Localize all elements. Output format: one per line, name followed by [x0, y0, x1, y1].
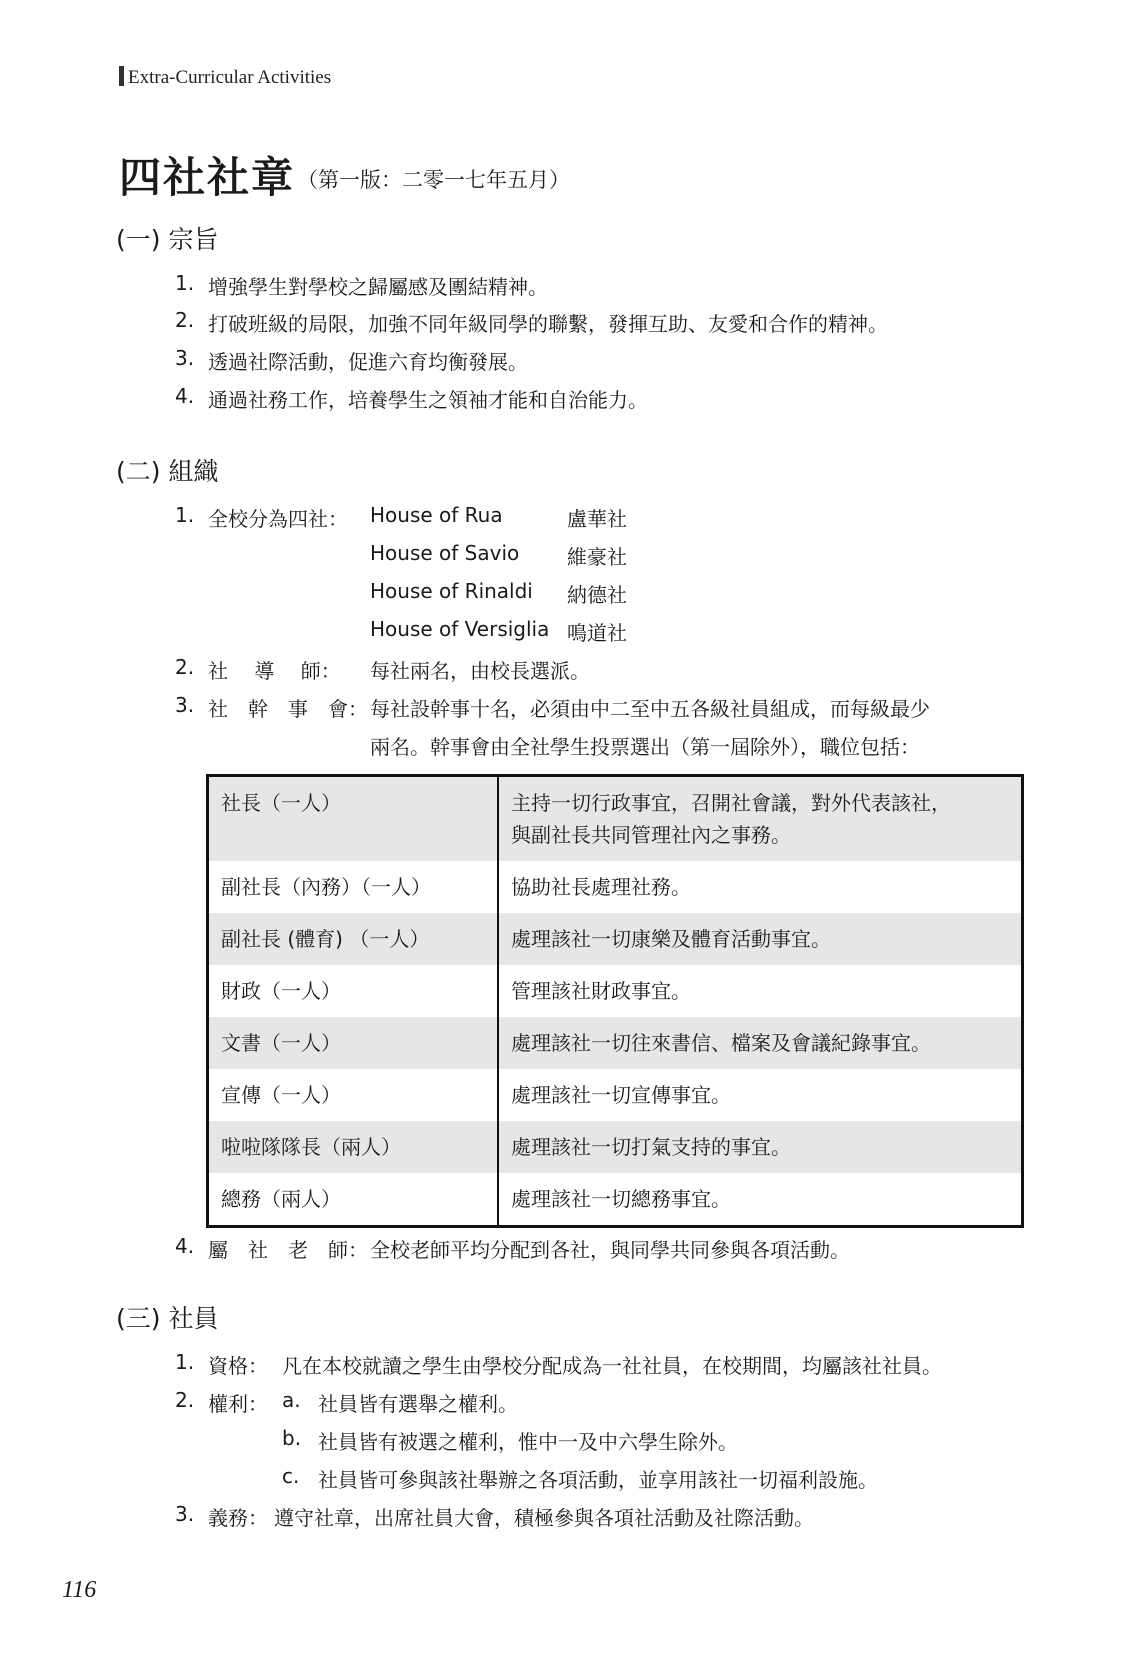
- rights-text: 社員皆可參與該社舉辦之各項活動，並享用該社一切福利設施。: [318, 1468, 878, 1492]
- running-head: [119, 66, 331, 89]
- rights-text: 社員皆有被選之權利，惟中一及中六學生除外。: [318, 1430, 738, 1454]
- section1-item-number: 3.: [175, 346, 195, 370]
- rights-letter: b.: [282, 1426, 302, 1450]
- section3-item2-number: 2.: [175, 1388, 195, 1412]
- section3-item1-label: 資格：: [208, 1354, 268, 1378]
- section2-item1-number: 1.: [175, 503, 195, 527]
- section2-item2-number: 2.: [175, 655, 195, 679]
- rights-letter: a.: [282, 1388, 301, 1412]
- position-role: 宣傳（一人）: [208, 1069, 499, 1121]
- section3-item3-label: 義務：: [208, 1506, 268, 1530]
- table-row: [208, 861, 1023, 913]
- house-name-zh: 盧華社: [567, 507, 627, 531]
- house-name-en: House of Savio: [370, 541, 520, 565]
- rights-text: 社員皆有選舉之權利。: [318, 1392, 518, 1416]
- position-role: 總務（兩人）: [208, 1173, 499, 1227]
- house-name-en: House of Rua: [370, 503, 503, 527]
- section1-item-text: 打破班級的局限，加強不同年級同學的聯繫，發揮互助、友愛和合作的精神。: [208, 312, 888, 336]
- position-duty-line: 與副社長共同管理社內之事務。: [511, 823, 791, 847]
- section2-item4-number: 4.: [175, 1234, 195, 1258]
- section3-item2-label: 權利：: [208, 1392, 268, 1416]
- position-duty-line: 主持一切行政事宜，召開社會議，對外代表該社，: [511, 791, 951, 815]
- position-duty: 處理該社一切康樂及體育活動事宜。: [498, 913, 1023, 965]
- section2-item3-label: 社 幹 事 會：: [208, 697, 368, 721]
- section1-heading: (一) 宗旨: [116, 225, 219, 254]
- section1-item-text: 通過社務工作，培養學生之領袖才能和自治能力。: [208, 388, 648, 412]
- section3-item3-text: 遵守社章，出席社員大會，積極參與各項社活動及社際活動。: [274, 1506, 814, 1530]
- house-name-zh: 鳴道社: [567, 621, 627, 645]
- table-row: [208, 1017, 1023, 1069]
- section1-item-number: 2.: [175, 308, 195, 332]
- section2-item4-label: 屬 社 老 師：: [208, 1238, 368, 1262]
- section2-item2-label: 社 導 師：: [208, 659, 341, 683]
- section1-item-number: 4.: [175, 384, 195, 408]
- section1-item-text: 透過社際活動，促進六育均衡發展。: [208, 350, 528, 374]
- section3-item1-text: 凡在本校就讀之學生由學校分配成為一社社員，在校期間，均屬該社社員。: [282, 1354, 942, 1378]
- position-duty: 處理該社一切宣傳事宜。: [498, 1069, 1023, 1121]
- position-role: 副社長（內務）（一人）: [208, 861, 499, 913]
- house-name-en: House of Versiglia: [370, 617, 550, 641]
- section1-item-text: 增強學生對學校之歸屬感及團結精神。: [208, 275, 548, 299]
- running-head-text: Extra-Curricular Activities: [128, 67, 332, 88]
- position-role: 副社長 (體育) （一人）: [208, 913, 499, 965]
- rights-letter: c.: [282, 1464, 300, 1488]
- position-role: 啦啦隊隊長（兩人）: [208, 1121, 499, 1173]
- table-row: [208, 965, 1023, 1017]
- table-row: [208, 1173, 1023, 1227]
- position-role: 社長（一人）: [208, 776, 499, 862]
- position-duty: [498, 776, 1023, 862]
- section2-item1-label: 全校分為四社：: [208, 507, 348, 531]
- table-row: [208, 776, 1023, 862]
- position-duty: 處理該社一切往來書信、檔案及會議紀錄事宜。: [498, 1017, 1023, 1069]
- position-role: 文書（一人）: [208, 1017, 499, 1069]
- section2-item3-number: 3.: [175, 693, 195, 717]
- section2-item2-text: 每社兩名，由校長選派。: [370, 659, 590, 683]
- section3-item3-number: 3.: [175, 1502, 195, 1526]
- table-row: [208, 1069, 1023, 1121]
- running-head-bar: [119, 66, 124, 86]
- table-row: [208, 1121, 1023, 1173]
- page-number: 116: [62, 1577, 97, 1603]
- positions-table: [206, 774, 1024, 1228]
- position-duty: 管理該社財政事宜。: [498, 965, 1023, 1017]
- position-duty: 協助社長處理社務。: [498, 861, 1023, 913]
- section1-item-number: 1.: [175, 271, 195, 295]
- section2-heading: (二) 組織: [116, 457, 219, 486]
- page-title: 四社社章: [119, 153, 296, 202]
- section2-item3-text: 每社設幹事十名，必須由中二至中五各級社員組成，而每級最少: [370, 697, 930, 721]
- section3-item1-number: 1.: [175, 1350, 195, 1374]
- position-duty: 處理該社一切總務事宜。: [498, 1173, 1023, 1227]
- section2-item4-text: 全校老師平均分配到各社，與同學共同參與各項活動。: [370, 1238, 850, 1262]
- section2-item3-text-continued: 兩名。幹事會由全社學生投票選出（第一屆除外），職位包括：: [370, 735, 920, 759]
- position-duty: 處理該社一切打氣支持的事宜。: [498, 1121, 1023, 1173]
- section3-heading: (三) 社員: [116, 1304, 219, 1333]
- position-role: 財政（一人）: [208, 965, 499, 1017]
- house-name-zh: 納德社: [567, 583, 627, 607]
- house-name-zh: 維豪社: [567, 545, 627, 569]
- house-name-en: House of Rinaldi: [370, 579, 533, 603]
- page-subtitle: （第一版：二零一七年五月）: [297, 168, 570, 192]
- table-row: [208, 913, 1023, 965]
